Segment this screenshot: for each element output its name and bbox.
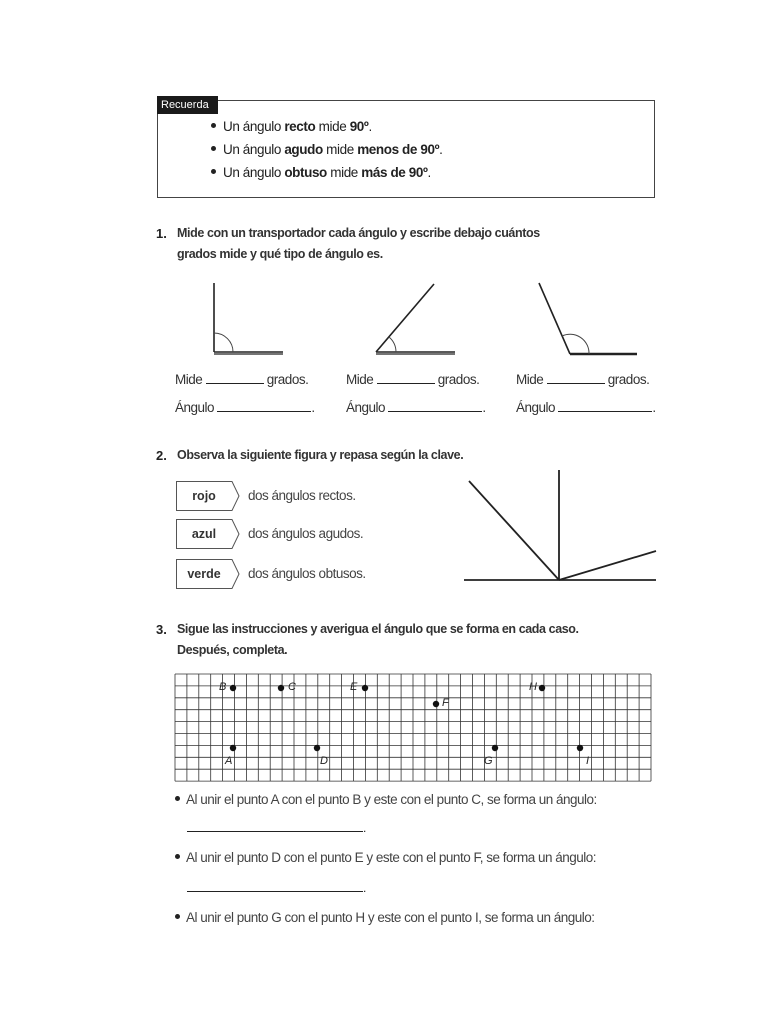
point-label-b: B [219,681,227,693]
point-a [230,745,236,751]
point-g [492,745,498,751]
point-label-f: F [442,697,449,709]
q1-angulo-3: Ángulo . [516,400,656,415]
q3-bullet-3: Al unir el punto G con el punto H y este con el punto I, se forma un ángulo: [175,910,595,925]
rule-recto: Un ángulo recto mide 90º. [211,119,372,134]
q2-number: 2. [156,448,167,463]
key-desc-rojo: dos ángulos rectos. [248,488,356,503]
q3-bullet-1: Al unir el punto A con el punto B y este con el punto C, se forma un ángulo: [175,792,597,807]
bullet-icon [175,854,180,859]
answer-end-1: . [363,821,367,835]
answer-end-2: . [363,881,367,895]
key-tag-rojo: rojo [176,481,240,511]
q1-angulo-2: Ángulo . [346,400,486,415]
rule-agudo: Un ángulo agudo mide menos de 90º. [211,142,442,157]
point-label-a: A [225,755,233,767]
point-h [539,685,545,691]
point-label-g: G [484,755,493,767]
point-f [433,701,439,707]
q1-mide-3: Mide grados. [516,372,650,387]
recuerda-tag: Recuerda [157,96,218,114]
point-c [278,685,284,691]
q1-text: Mide con un transportador cada ángulo y escribe debajo cuántos grados mide y qué tipo de ángulo es. [177,226,540,261]
q3-bullet-2: Al unir el punto D con el punto E y este con el punto F, se forma un ángulo: [175,850,596,865]
answer-line-2[interactable] [187,891,363,892]
q1-mide-2: Mide grados. [346,372,480,387]
key-tag-verde: verde [176,559,240,589]
point-label-i: I [586,755,590,767]
point-e [362,685,368,691]
point-label-e: E [350,681,358,693]
key-desc-verde: dos ángulos obtusos. [248,566,366,581]
bullet-icon [175,914,180,919]
bullet-icon [175,796,180,801]
q1-angulo-1: Ángulo . [175,400,315,415]
q1-number: 1. [156,226,167,241]
point-label-d: D [320,755,328,767]
point-label-c: C [288,681,296,693]
q1-mide-1: Mide grados. [175,372,309,387]
key-desc-azul: dos ángulos agudos. [248,526,364,541]
point-d [314,745,320,751]
q3-number: 3. [156,622,167,637]
answer-line-1[interactable] [187,831,363,832]
q2-text: Observa la siguiente figura y repasa según la clave. [177,448,464,462]
point-b [230,685,236,691]
q3-text: Sigue las instrucciones y averigua el ángulo que se forma en cada caso. Después, completa. [177,622,579,657]
rule-obtuso: Un ángulo obtuso mide más de 90º. [211,165,431,180]
point-label-h: H [529,681,537,693]
point-i [577,745,583,751]
key-tag-azul: azul [176,519,240,549]
